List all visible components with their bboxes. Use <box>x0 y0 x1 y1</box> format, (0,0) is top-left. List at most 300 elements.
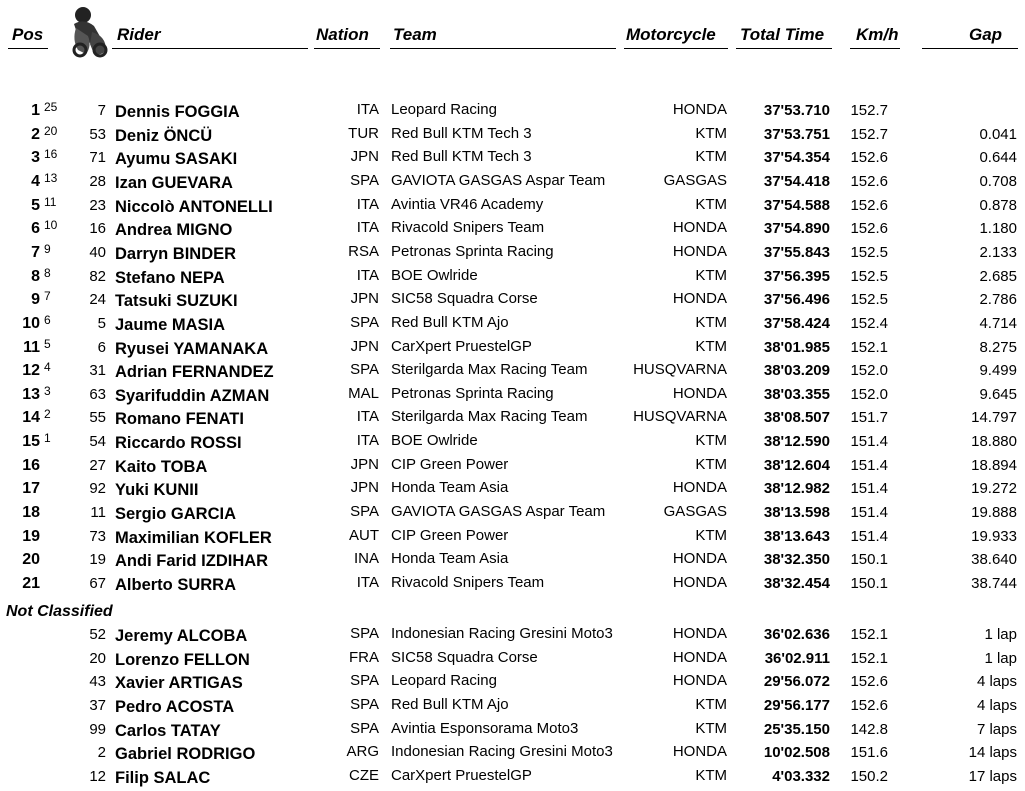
team-cell: Avintia Esponsorama Moto3 <box>391 719 579 737</box>
motorcycle-cell: HUSQVARNA <box>633 408 727 426</box>
total-time-cell: 38'03.209 <box>763 362 830 380</box>
speed-cell: 150.2 <box>850 767 888 785</box>
gap-cell: 8.275 <box>979 338 1017 356</box>
rider-number-cell: 28 <box>89 172 106 190</box>
rider-number-cell: 2 <box>97 744 106 762</box>
total-time-cell: 38'13.598 <box>763 504 830 522</box>
team-cell: Rivacold Snipers Team <box>391 219 545 237</box>
team-cell: Petronas Sprinta Racing <box>391 384 554 402</box>
speed-cell: 152.5 <box>850 243 888 261</box>
header-underline-motorcycle <box>624 48 728 49</box>
table-row <box>0 431 1025 454</box>
nation-cell: MAL <box>348 384 379 402</box>
motorcycle-cell: HONDA <box>672 242 727 260</box>
header-team: Team <box>393 25 437 44</box>
total-time-cell: 38'03.355 <box>763 385 830 403</box>
total-time-cell: 36'02.911 <box>764 649 830 667</box>
table-row <box>0 478 1025 501</box>
table-row <box>0 719 1025 742</box>
speed-cell: 151.4 <box>850 456 888 474</box>
motorcycle-cell: HONDA <box>672 290 727 308</box>
gap-cell: 7 laps <box>976 720 1017 738</box>
position-cell: 11 <box>23 338 40 356</box>
speed-cell: 151.7 <box>850 409 888 427</box>
rider-name-cell: Deniz ÖNCÜ <box>115 126 213 145</box>
points-cell: 16 <box>44 147 58 162</box>
total-time-cell: 38'32.350 <box>763 551 830 569</box>
team-cell: Sterilgarda Max Racing Team <box>391 408 588 426</box>
nation-cell: ITA <box>356 432 379 450</box>
rider-name-cell: Dennis FOGGIA <box>115 103 240 121</box>
points-cell: 13 <box>44 170 58 185</box>
rider-number-cell: 16 <box>89 220 106 238</box>
motorcycle-cell: KTM <box>695 337 727 355</box>
gap-cell: 38.744 <box>971 575 1017 592</box>
team-cell: SIC58 Squadra Corse <box>391 290 538 308</box>
nation-cell: SPA <box>350 503 379 521</box>
table-row <box>0 242 1025 265</box>
nation-cell: ITA <box>356 219 379 237</box>
team-cell: Red Bull KTM Ajo <box>391 695 509 713</box>
speed-cell: 152.6 <box>850 149 888 167</box>
rider-number-cell: 24 <box>89 291 106 309</box>
total-time-cell: 37'56.496 <box>763 291 830 309</box>
motorcycle-cell: KTM <box>695 266 727 284</box>
total-time-cell: 37'56.395 <box>763 267 830 285</box>
motorcycle-cell: KTM <box>695 766 727 784</box>
speed-cell: 152.1 <box>850 338 888 356</box>
position-cell: 13 <box>22 385 40 403</box>
motorcycle-cell: HONDA <box>672 384 727 402</box>
header-total-time: Total Time <box>740 25 825 44</box>
total-time-cell: 38'12.982 <box>763 480 830 498</box>
team-cell: Petronas Sprinta Racing <box>391 242 554 260</box>
points-cell: 6 <box>44 312 51 327</box>
motorcycle-cell: HUSQVARNA <box>633 361 727 379</box>
rider-number-cell: 67 <box>89 575 106 592</box>
motorcycle-cell: GASGAS <box>663 171 727 189</box>
rider-number-cell: 82 <box>89 267 106 285</box>
rider-number-cell: 55 <box>89 409 106 427</box>
gap-cell: 18.880 <box>971 433 1017 451</box>
points-cell: 20 <box>44 123 58 138</box>
table-row <box>0 360 1025 383</box>
speed-cell: 152.6 <box>850 673 888 691</box>
rider-name-cell: Gabriel RODRIGO <box>115 745 256 764</box>
nation-cell: JPN <box>350 455 379 473</box>
rider-name-cell: Carlos TATAY <box>115 721 221 740</box>
speed-cell: 152.7 <box>850 102 888 119</box>
speed-cell: 152.6 <box>850 696 888 714</box>
rider-number-cell: 20 <box>89 649 106 667</box>
table-row <box>0 671 1025 694</box>
gap-cell: 0.041 <box>979 125 1017 143</box>
team-cell: BOE Owlride <box>391 432 478 450</box>
team-cell: CarXpert PruestelGP <box>391 766 532 784</box>
table-row <box>0 549 1025 572</box>
table-row <box>0 195 1025 218</box>
position-cell: 4 <box>31 172 40 190</box>
rider-number-cell: 71 <box>89 149 106 167</box>
rider-number-cell: 37 <box>89 696 106 714</box>
rider-name-cell: Stefano NEPA <box>115 268 225 287</box>
motorcycle-cell: HONDA <box>672 550 727 568</box>
position-cell: 17 <box>22 480 40 498</box>
speed-cell: 151.4 <box>850 433 888 451</box>
rider-name-cell: Xavier ARTIGAS <box>115 674 243 693</box>
gap-cell: 4 laps <box>976 673 1017 691</box>
motorcycle-cell: HONDA <box>672 574 727 591</box>
table-row <box>0 147 1025 170</box>
rider-number-cell: 43 <box>89 673 106 691</box>
rider-number-cell: 6 <box>97 338 106 356</box>
rider-number-cell: 7 <box>97 102 106 119</box>
team-cell: Indonesian Racing Gresini Moto3 <box>391 625 613 642</box>
table-row <box>0 218 1025 241</box>
speed-cell: 151.4 <box>850 527 888 545</box>
gap-cell: 0.644 <box>979 149 1017 167</box>
rider-name-cell: Andrea MIGNO <box>115 221 233 240</box>
rider-number-cell: 27 <box>89 456 106 474</box>
table-row <box>0 171 1025 194</box>
team-cell: Red Bull KTM Tech 3 <box>391 124 532 142</box>
table-row <box>0 502 1025 525</box>
motorcycle-cell: KTM <box>695 148 727 166</box>
points-cell: 25 <box>44 100 58 114</box>
gap-cell: 1 lap <box>984 626 1017 643</box>
gap-cell: 9.499 <box>979 362 1017 380</box>
team-cell: Leopard Racing <box>391 672 497 690</box>
motorcycle-cell: KTM <box>695 313 727 331</box>
total-time-cell: 36'02.636 <box>763 626 830 643</box>
rider-number-cell: 63 <box>89 385 106 403</box>
total-time-cell: 38'12.590 <box>763 433 830 451</box>
team-cell: CIP Green Power <box>391 455 509 473</box>
points-cell: 1 <box>44 431 51 446</box>
total-time-cell: 37'53.710 <box>763 102 830 119</box>
nation-cell: ARG <box>346 743 379 761</box>
nation-cell: SPA <box>350 695 379 713</box>
position-cell: 18 <box>22 504 40 522</box>
team-cell: Honda Team Asia <box>391 479 509 497</box>
speed-cell: 151.4 <box>850 504 888 522</box>
total-time-cell: 38'32.454 <box>763 575 830 592</box>
speed-cell: 152.1 <box>850 649 888 667</box>
table-row <box>0 695 1025 718</box>
rider-name-cell: Riccardo ROSSI <box>115 434 242 453</box>
rider-name-cell: Ayumu SASAKI <box>115 150 238 169</box>
rider-number-cell: 11 <box>90 504 106 522</box>
points-cell: 2 <box>44 407 51 422</box>
motorcycle-cell: GASGAS <box>663 503 727 521</box>
total-time-cell: 37'55.843 <box>763 243 830 261</box>
nation-cell: SPA <box>350 313 379 331</box>
rider-name-cell: Jeremy ALCOBA <box>115 627 248 645</box>
speed-cell: 152.5 <box>850 291 888 309</box>
points-cell: 8 <box>44 265 51 280</box>
rider-name-cell: Kaito TOBA <box>115 457 208 476</box>
total-time-cell: 29'56.072 <box>763 673 830 691</box>
rider-number-cell: 23 <box>89 196 106 214</box>
speed-cell: 150.1 <box>850 575 888 592</box>
gap-cell: 19.933 <box>971 527 1017 545</box>
team-cell: Red Bull KTM Tech 3 <box>391 148 532 166</box>
total-time-cell: 25'35.150 <box>763 720 830 738</box>
gap-cell: 0.878 <box>979 196 1017 214</box>
table-row <box>0 526 1025 549</box>
total-time-cell: 29'56.177 <box>763 696 830 714</box>
team-cell: Avintia VR46 Academy <box>391 195 544 213</box>
gap-cell: 2.786 <box>979 291 1017 309</box>
nation-cell: RSA <box>348 242 379 260</box>
nation-cell: INA <box>353 550 379 568</box>
motorcycle-cell: KTM <box>695 455 727 473</box>
position-cell: 8 <box>31 267 40 285</box>
team-cell: Red Bull KTM Ajo <box>391 313 509 331</box>
rider-number-cell: 40 <box>89 243 106 261</box>
gap-cell: 14 laps <box>968 744 1017 762</box>
rider-number-cell: 99 <box>89 720 106 738</box>
motorcycle-cell: HONDA <box>672 479 727 497</box>
speed-cell: 152.6 <box>850 196 888 214</box>
position-cell: 7 <box>31 243 40 261</box>
nation-cell: AUT <box>349 526 379 544</box>
team-cell: BOE Owlride <box>391 266 478 284</box>
team-cell: Sterilgarda Max Racing Team <box>391 361 588 379</box>
speed-cell: 152.0 <box>850 385 888 403</box>
position-cell: 21 <box>22 575 40 592</box>
table-row <box>0 624 1025 647</box>
gap-cell: 2.133 <box>979 243 1017 261</box>
header-underline-total-time <box>736 48 832 49</box>
total-time-cell: 38'12.604 <box>763 456 830 474</box>
nation-cell: ITA <box>356 266 379 284</box>
motorcycle-cell: KTM <box>695 124 727 142</box>
header-rider: Rider <box>117 25 161 44</box>
rider-name-cell: Jaume MASIA <box>115 315 226 334</box>
speed-cell: 152.0 <box>850 362 888 380</box>
rider-name-cell: Alberto SURRA <box>115 576 237 594</box>
nation-cell: ITA <box>356 101 379 118</box>
table-row <box>0 407 1025 430</box>
total-time-cell: 37'53.751 <box>763 125 830 143</box>
rider-name-cell: Maximilian KOFLER <box>115 528 272 547</box>
gap-cell: 2.685 <box>979 267 1017 285</box>
total-time-cell: 37'54.890 <box>763 220 830 238</box>
total-time-cell: 4'03.332 <box>772 767 830 785</box>
table-row <box>0 100 1025 123</box>
rider-name-cell: Adrian FERNANDEZ <box>115 363 274 382</box>
not-classified-label: Not Classified <box>6 603 113 620</box>
table-row <box>0 742 1025 765</box>
total-time-cell: 38'08.507 <box>763 409 830 427</box>
motorcycle-cell: KTM <box>695 695 727 713</box>
speed-cell: 152.6 <box>850 172 888 190</box>
total-time-cell: 37'58.424 <box>763 314 830 332</box>
rider-name-cell: Pedro ACOSTA <box>115 697 235 716</box>
rider-name-cell: Izan GUEVARA <box>115 173 233 192</box>
total-time-cell: 38'13.643 <box>763 527 830 545</box>
header-kmh: Km/h <box>856 25 899 44</box>
team-cell: SIC58 Squadra Corse <box>391 648 538 666</box>
table-row <box>0 337 1025 360</box>
points-cell: 10 <box>44 218 58 233</box>
gap-cell: 4.714 <box>979 314 1017 332</box>
header-motorcycle: Motorcycle <box>626 25 716 44</box>
nation-cell: JPN <box>350 337 379 355</box>
nation-cell: ITA <box>356 574 379 591</box>
table-row <box>0 648 1025 671</box>
motorcycle-cell: KTM <box>695 195 727 213</box>
motorcycle-cell: HONDA <box>672 101 727 118</box>
header-underline-nation <box>314 48 380 49</box>
position-cell: 2 <box>31 125 40 143</box>
motorcycle-cell: KTM <box>695 432 727 450</box>
nation-cell: TUR <box>348 124 379 142</box>
header-underline-gap <box>922 48 1018 49</box>
header-pos: Pos <box>12 25 44 44</box>
speed-cell: 152.4 <box>850 314 888 332</box>
nation-cell: JPN <box>350 290 379 308</box>
rider-number-cell: 52 <box>89 626 106 643</box>
table-row <box>0 573 1025 596</box>
gap-cell: 18.894 <box>971 456 1017 474</box>
rider-name-cell: Andi Farid IZDIHAR <box>115 552 269 571</box>
rider-number-cell: 54 <box>89 433 106 451</box>
team-cell: Rivacold Snipers Team <box>391 574 545 591</box>
team-cell: GAVIOTA GASGAS Aspar Team <box>391 171 606 189</box>
header-underline-pos <box>8 48 48 49</box>
gap-cell: 19.888 <box>971 504 1017 522</box>
position-cell: 5 <box>31 196 40 214</box>
points-cell: 7 <box>44 289 51 304</box>
table-row <box>0 384 1025 407</box>
rider-name-cell: Yuki KUNII <box>115 481 199 500</box>
motorcycle-cell: HONDA <box>672 625 727 642</box>
speed-cell: 151.6 <box>850 744 888 762</box>
position-cell: 12 <box>22 362 40 380</box>
team-cell: Indonesian Racing Gresini Moto3 <box>391 743 613 761</box>
rider-number-cell: 53 <box>89 125 106 143</box>
total-time-cell: 10'02.508 <box>763 744 830 762</box>
table-row <box>0 266 1025 289</box>
speed-cell: 152.6 <box>850 220 888 238</box>
rider-name-cell: Romano FENATI <box>115 410 244 429</box>
team-cell: CarXpert PruestelGP <box>391 337 532 355</box>
rider-name-cell: Syarifuddin AZMAN <box>115 386 270 405</box>
nation-cell: SPA <box>350 625 379 642</box>
nation-cell: ITA <box>356 408 379 426</box>
motorcycle-cell: HONDA <box>672 648 727 666</box>
gap-cell: 4 laps <box>976 696 1017 714</box>
nation-cell: JPN <box>350 148 379 166</box>
gap-cell: 1 lap <box>984 649 1017 667</box>
gap-cell: 14.797 <box>971 409 1017 427</box>
gap-cell: 17 laps <box>968 767 1017 785</box>
total-time-cell: 38'01.985 <box>763 338 830 356</box>
position-cell: 20 <box>22 551 40 569</box>
gap-cell: 9.645 <box>979 385 1017 403</box>
nation-cell: ITA <box>356 195 379 213</box>
position-cell: 14 <box>22 409 40 427</box>
total-time-cell: 37'54.588 <box>763 196 830 214</box>
table-row <box>0 455 1025 478</box>
rider-name-cell: Ryusei YAMANAKA <box>115 339 269 358</box>
speed-cell: 142.8 <box>850 720 888 738</box>
rider-name-cell: Darryn BINDER <box>115 244 237 263</box>
points-cell: 11 <box>44 194 57 209</box>
table-row <box>0 313 1025 336</box>
gap-cell: 19.272 <box>971 480 1017 498</box>
team-cell: CIP Green Power <box>391 526 509 544</box>
rider-number-cell: 5 <box>97 314 106 332</box>
position-cell: 1 <box>31 102 40 119</box>
points-cell: 4 <box>44 360 51 375</box>
motorcycle-rider-icon <box>66 6 110 58</box>
rider-number-cell: 19 <box>89 551 106 569</box>
position-cell: 10 <box>22 314 40 332</box>
nation-cell: SPA <box>350 719 379 737</box>
header-underline-rider <box>112 48 308 49</box>
position-cell: 16 <box>22 456 40 474</box>
rider-number-cell: 92 <box>89 480 106 498</box>
speed-cell: 152.7 <box>850 125 888 143</box>
header-gap: Gap <box>969 25 1003 44</box>
points-cell: 3 <box>44 383 51 398</box>
rider-number-cell: 73 <box>89 527 106 545</box>
speed-cell: 152.5 <box>850 267 888 285</box>
points-cell: 9 <box>44 241 51 256</box>
position-cell: 3 <box>31 149 40 167</box>
rider-name-cell: Lorenzo FELLON <box>115 650 250 669</box>
motorcycle-cell: HONDA <box>672 672 727 690</box>
table-row <box>0 124 1025 147</box>
gap-cell: 0.708 <box>979 172 1017 190</box>
speed-cell: 152.1 <box>850 626 888 643</box>
gap-cell: 1.180 <box>979 220 1017 238</box>
motorcycle-cell: HONDA <box>672 743 727 761</box>
rider-name-cell: Filip SALAC <box>115 768 211 787</box>
total-time-cell: 37'54.418 <box>763 172 830 190</box>
motorcycle-cell: HONDA <box>672 219 727 237</box>
rider-name-cell: Niccolò ANTONELLI <box>115 197 273 216</box>
total-time-cell: 37'54.354 <box>763 149 830 167</box>
header-underline-team <box>390 48 616 49</box>
header-nation: Nation <box>316 25 369 44</box>
motorcycle-cell: KTM <box>695 526 727 544</box>
rider-number-cell: 12 <box>89 767 106 785</box>
gap-cell: 38.640 <box>971 551 1017 569</box>
team-cell: Honda Team Asia <box>391 550 509 568</box>
rider-name-cell: Sergio GARCIA <box>115 505 237 524</box>
speed-cell: 150.1 <box>850 551 888 569</box>
points-cell: 5 <box>44 336 51 351</box>
header-underline-kmh <box>850 48 900 49</box>
table-row <box>0 289 1025 312</box>
nation-cell: SPA <box>350 672 379 690</box>
nation-cell: SPA <box>350 361 379 379</box>
position-cell: 15 <box>22 433 40 451</box>
team-cell: Leopard Racing <box>391 101 497 118</box>
team-cell: GAVIOTA GASGAS Aspar Team <box>391 503 606 521</box>
rider-number-cell: 31 <box>89 362 106 380</box>
motorcycle-cell: KTM <box>695 719 727 737</box>
position-cell: 19 <box>22 527 40 545</box>
nation-cell: CZE <box>349 766 379 784</box>
speed-cell: 151.4 <box>850 480 888 498</box>
position-cell: 9 <box>31 291 40 309</box>
nation-cell: SPA <box>350 171 379 189</box>
